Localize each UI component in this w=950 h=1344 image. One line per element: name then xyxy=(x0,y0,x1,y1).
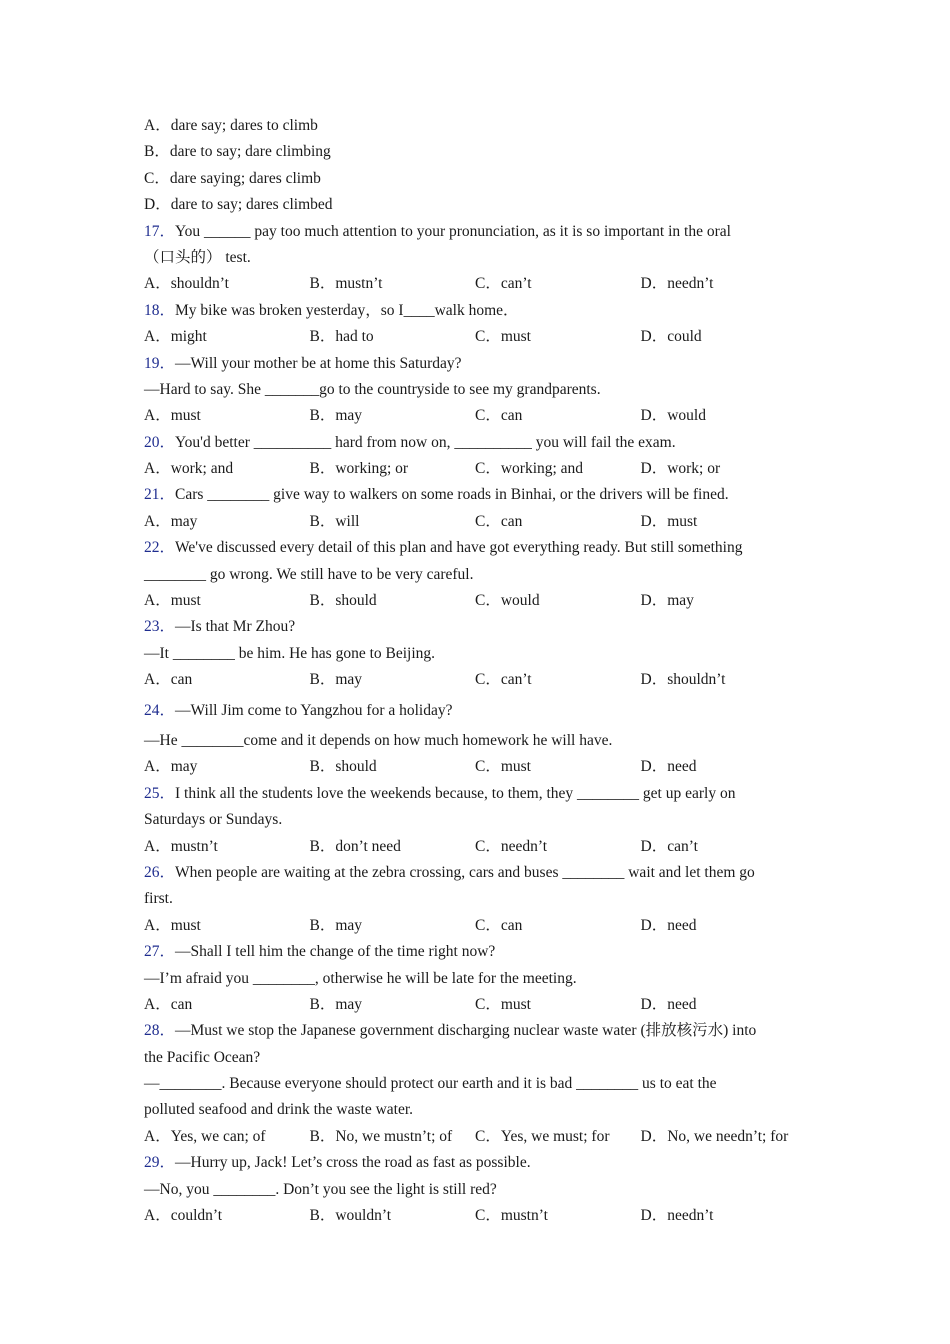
question-text: —Shall I tell him the change of the time right now? xyxy=(175,943,496,961)
question-number: 25． xyxy=(144,784,176,802)
answer-option-b: B．don’t need xyxy=(309,837,401,855)
answer-option-c: C．can’t xyxy=(475,275,532,293)
answer-option-b: B．should xyxy=(309,758,377,776)
answer-option-a: A．may xyxy=(144,512,198,530)
question-number: 27． xyxy=(144,943,176,961)
question-text: I think all the students love the weekends because, to them, they ________ get up early on xyxy=(175,784,736,802)
answer-options xyxy=(144,913,814,939)
answer-option-b: B．should xyxy=(309,592,377,610)
question-item xyxy=(144,614,814,693)
question-text: the Pacific Ocean? xyxy=(144,1048,261,1066)
question-text: Cars ________ give way to walkers on some roads in Binhai, or the drivers will be fined. xyxy=(175,486,729,504)
question-number: 24． xyxy=(144,701,176,719)
question-text: You ______ pay too much attention to your pronunciation, as it is so important in the oral xyxy=(175,222,731,240)
answer-option-a: A．shouldn’t xyxy=(144,275,229,293)
answer-option-a: A．must xyxy=(144,592,201,610)
question-line xyxy=(144,886,814,912)
question-stem xyxy=(144,219,814,245)
question-stem xyxy=(144,1150,814,1176)
question-item xyxy=(144,535,814,614)
question-text: ________ go wrong. We still have to be very careful. xyxy=(144,565,474,583)
answer-options xyxy=(144,456,814,482)
question-text: —Will your mother be at home this Saturday? xyxy=(175,354,462,372)
question-line xyxy=(144,377,814,403)
question-text: —I’m afraid you ________, otherwise he will be late for the meeting. xyxy=(144,969,577,987)
question-number: 23． xyxy=(144,618,176,636)
question-number: 21． xyxy=(144,486,176,504)
question-text: —Will Jim come to Yangzhou for a holiday? xyxy=(175,701,453,719)
question-number: 19． xyxy=(144,354,176,372)
question-number: 29． xyxy=(144,1154,176,1172)
question-number: 28． xyxy=(144,1022,176,1040)
question-item xyxy=(144,298,814,351)
question-number: 18． xyxy=(144,301,176,319)
question-stem xyxy=(144,298,814,324)
top-option-b: B．dare to say; dare climbing xyxy=(144,143,331,161)
question-stem xyxy=(144,430,814,456)
question-item xyxy=(144,351,814,430)
question-text: —Hurry up, Jack! Let’s cross the road as fast as possible. xyxy=(175,1154,531,1172)
answer-option-c: C．needn’t xyxy=(475,837,548,855)
answer-option-a: A．can xyxy=(144,995,193,1013)
answer-options xyxy=(144,509,814,535)
answer-option-d: D．needn’t xyxy=(640,275,714,293)
answer-option-b: B．may xyxy=(309,407,363,425)
answer-option-d: D．need xyxy=(640,758,697,776)
answer-option-d: D．can’t xyxy=(640,837,698,855)
question-text: （口头的） test. xyxy=(144,248,251,266)
top-option-a: A．dare say; dares to climb xyxy=(144,117,318,134)
answer-option-c: C．can xyxy=(475,916,523,934)
answer-option-b: B．working; or xyxy=(309,460,409,478)
question-text: —It ________ be him. He has gone to Beijing. xyxy=(144,644,436,662)
question-stem xyxy=(144,535,814,561)
answer-option-d: D．No, we needn’t; for xyxy=(640,1127,789,1145)
question-text: You'd better __________ hard from now on, __________ you will fail the exam. xyxy=(175,433,676,451)
question-stem xyxy=(144,482,814,508)
question-item xyxy=(144,939,814,1018)
answer-option-d: D．need xyxy=(640,995,697,1013)
question-stem xyxy=(144,939,814,965)
answer-option-c: C．must xyxy=(475,995,531,1013)
answer-option-c: C．must xyxy=(475,328,531,346)
question-stem xyxy=(144,614,814,640)
answer-option-c: C．must xyxy=(475,758,531,776)
question-text: My bike was broken yesterday，so I____walk home． xyxy=(175,301,519,319)
answer-option-b: B．will xyxy=(309,512,360,530)
answer-option-b: B．had to xyxy=(309,328,374,346)
answer-options xyxy=(144,324,814,350)
question-line xyxy=(144,1177,814,1203)
answer-option-c: C．mustn’t xyxy=(475,1207,548,1225)
question-line xyxy=(144,641,814,667)
answer-option-b: B．may xyxy=(309,995,363,1013)
answer-option-b: B．No, we mustn’t; of xyxy=(309,1127,453,1145)
question-item xyxy=(144,482,814,535)
top-option-d: D．dare to say; dares climbed xyxy=(144,196,333,214)
question-number: 22． xyxy=(144,539,176,557)
question-text: When people are waiting at the zebra crossing, cars and buses ________ wait and let them go xyxy=(175,863,755,881)
question-line xyxy=(144,562,814,588)
answer-option-a: A．couldn’t xyxy=(144,1207,223,1225)
answer-options xyxy=(144,754,814,780)
answer-option-c: C．working; and xyxy=(475,460,584,478)
question-item xyxy=(144,1018,814,1150)
question-line xyxy=(144,728,814,754)
question-text: —No, you ________. Don’t you see the light is still red? xyxy=(144,1180,497,1198)
answer-option-a: A．must xyxy=(144,916,201,934)
answer-option-a: A．mustn’t xyxy=(144,837,218,855)
answer-options xyxy=(144,1124,814,1150)
question-text: —Must we stop the Japanese government discharging nuclear waste water (排放核污水) into xyxy=(175,1022,757,1040)
question-item xyxy=(144,781,814,860)
answer-option-b: B．may xyxy=(309,916,363,934)
question-line xyxy=(144,966,814,992)
question-line xyxy=(144,1045,814,1071)
question-item xyxy=(144,698,814,781)
question-number: 20． xyxy=(144,433,176,451)
question-item xyxy=(144,430,814,483)
question-text: polluted seafood and drink the waste water. xyxy=(144,1101,414,1119)
answer-option-a: A．must xyxy=(144,407,201,425)
answer-options xyxy=(144,667,814,693)
question-number: 26． xyxy=(144,863,176,881)
question-line xyxy=(144,245,814,271)
question-stem xyxy=(144,698,814,724)
answer-option-d: D．need xyxy=(640,916,697,934)
question-text: —________. Because everyone should protect our earth and it is bad ________ us to eat the xyxy=(144,1075,717,1093)
question-line xyxy=(144,1071,814,1097)
question-item xyxy=(144,860,814,939)
answer-options xyxy=(144,271,814,297)
answer-option-b: B．mustn’t xyxy=(309,275,383,293)
question-stem xyxy=(144,351,814,377)
answer-option-d: D．must xyxy=(640,512,698,530)
answer-option-b: B．may xyxy=(309,671,363,689)
question-number: 17． xyxy=(144,222,176,240)
question-text: —Hard to say. She _______go to the countryside to see my grandparents. xyxy=(144,380,601,398)
question-text: —He ________come and it depends on how much homework he will have. xyxy=(144,731,613,749)
answer-options xyxy=(144,992,814,1018)
answer-option-d: D．could xyxy=(640,328,702,346)
question-text: first. xyxy=(144,890,173,908)
answer-option-d: D．shouldn’t xyxy=(640,671,726,689)
question-line xyxy=(144,1097,814,1123)
answer-option-d: D．may xyxy=(640,592,694,610)
question-stem xyxy=(144,781,814,807)
answer-option-c: C．would xyxy=(475,592,540,610)
question-text: We've discussed every detail of this plan and have got everything ready. But still something xyxy=(175,539,743,557)
answer-options xyxy=(144,588,814,614)
answer-option-a: A．Yes, we can; of xyxy=(144,1127,266,1145)
answer-option-d: D．would xyxy=(640,407,706,425)
answer-option-d: D．work; or xyxy=(640,460,721,478)
answer-options xyxy=(144,1203,814,1229)
answer-option-a: A．can xyxy=(144,671,193,689)
answer-option-c: C．Yes, we must; for xyxy=(475,1127,610,1145)
answer-option-a: A．might xyxy=(144,328,207,346)
answer-option-c: C．can xyxy=(475,407,523,425)
question-item xyxy=(144,1150,814,1229)
question-text: Saturdays or Sundays. xyxy=(144,811,283,829)
answer-option-d: D．needn’t xyxy=(640,1207,714,1225)
answer-option-b: B．wouldn’t xyxy=(309,1207,392,1225)
answer-options xyxy=(144,834,814,860)
answer-option-a: A．may xyxy=(144,758,198,776)
question-list xyxy=(144,219,814,1230)
answer-options xyxy=(144,403,814,429)
question-text: —Is that Mr Zhou? xyxy=(175,618,296,636)
answer-option-c: C．can’t xyxy=(475,671,532,689)
top-option-c: C．dare saying; dares climb xyxy=(144,169,321,187)
answer-option-a: A．work; and xyxy=(144,460,234,478)
worksheet-page xyxy=(144,113,814,1229)
question-line xyxy=(144,807,814,833)
question-stem xyxy=(144,860,814,886)
answer-option-c: C．can xyxy=(475,512,523,530)
question-stem xyxy=(144,1018,814,1044)
question-item xyxy=(144,219,814,298)
